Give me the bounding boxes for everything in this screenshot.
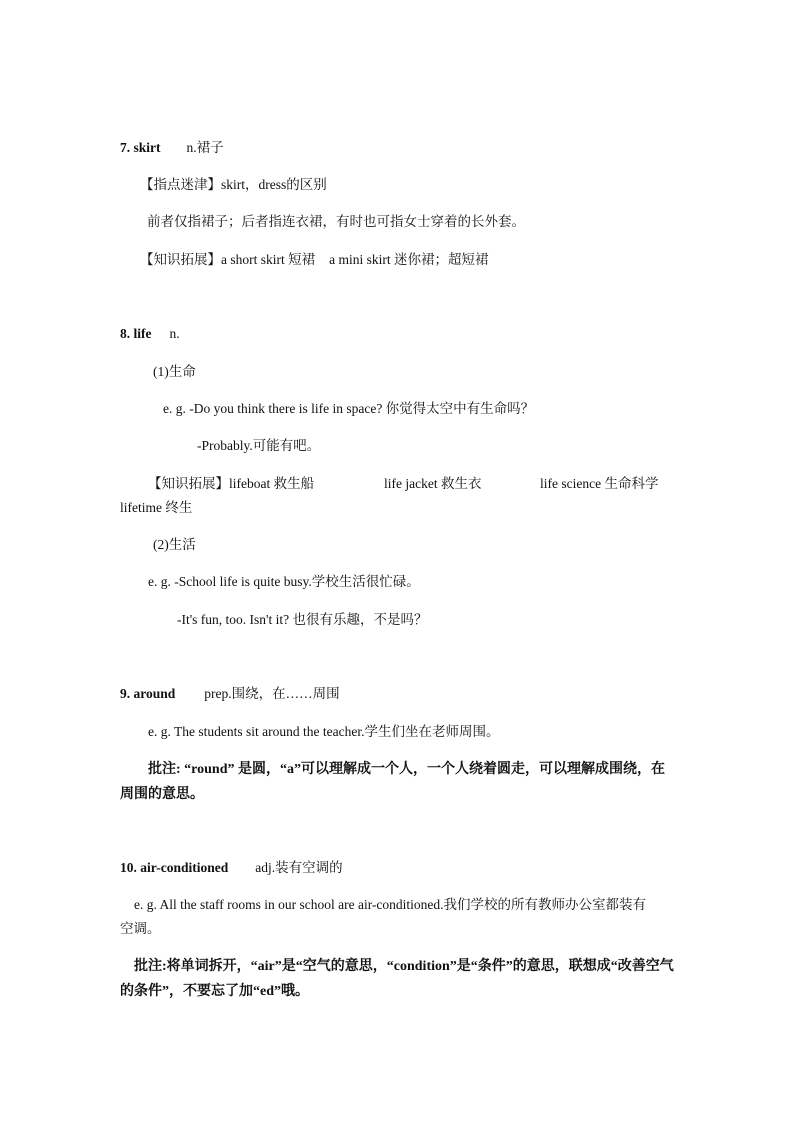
tip-body: 前者仅指裙子；后者指连衣裙，有时也可指女士穿着的长外套。: [147, 214, 525, 229]
example-1b: -Probably.可能有吧。: [197, 438, 321, 453]
example-line-2: 空调。: [120, 921, 161, 936]
sense-2: (2)生活: [153, 537, 196, 552]
example-2b: -It's fun, too. Isn't it? 也很有乐趣，不是吗？: [177, 612, 428, 627]
extension-line: [148, 475, 314, 493]
entry-skirt-heading: [120, 139, 224, 157]
part-of-speech: n.裙子: [186, 140, 224, 155]
headword: 9. around: [120, 686, 176, 701]
example-2a: e. g. -School life is quite busy.学校生活很忙碌。: [148, 574, 420, 589]
entry-life-heading: [120, 325, 180, 343]
example-1a: e. g. -Do you think there is life in space? 你觉得太空中有生命吗？: [163, 401, 535, 416]
headword: 10. air-conditioned: [120, 860, 229, 875]
note-line-1: 批注: “round” 是圆，“a”可以理解成一个人，一个人绕着圆走，可以理解成围绕，在: [148, 762, 665, 777]
part-of-speech: prep.围绕，在……周围: [204, 686, 340, 701]
extension-phrase: lifetime 终生: [120, 500, 193, 515]
extension-phrase: a mini skirt 迷你裙；超短裙: [329, 252, 489, 267]
extension-phrase: lifeboat 救生船: [229, 476, 315, 491]
extension-label: 【知识拓展】: [140, 252, 221, 267]
entry-around-heading: [120, 685, 340, 703]
part-of-speech: n.: [169, 326, 180, 341]
note-line-2: 的条件”，不要忘了加“ed”哦。: [120, 984, 309, 999]
extension-line: [140, 251, 489, 269]
extension-label: 【知识拓展】: [148, 476, 229, 491]
extension-phrase: life jacket 救生衣: [384, 476, 482, 491]
extension-phrase: a short skirt 短裙: [221, 252, 316, 267]
example: e. g. The students sit around the teacher.学生们坐在老师周围。: [148, 724, 500, 739]
tip-line: 【指点迷津】skirt，dress的区别: [140, 177, 327, 192]
note-line-2: 周围的意思。: [120, 787, 204, 802]
headword: 7. skirt: [120, 140, 161, 155]
example-line-1: e. g. All the staff rooms in our school are air-conditioned.我们学校的所有教师办公室都装有: [134, 897, 647, 912]
note-line-1: 批注:将单词拆开，“air”是“空气的意思，“condition”是“条件”的意思，联想成“改善空气: [134, 959, 674, 974]
part-of-speech: adj.装有空调的: [255, 860, 343, 875]
entry-air-conditioned-heading: [120, 859, 343, 877]
sense-1: (1)生命: [153, 364, 196, 379]
extension-phrase: life science 生命科学: [540, 476, 659, 491]
headword: 8. life: [120, 326, 152, 341]
